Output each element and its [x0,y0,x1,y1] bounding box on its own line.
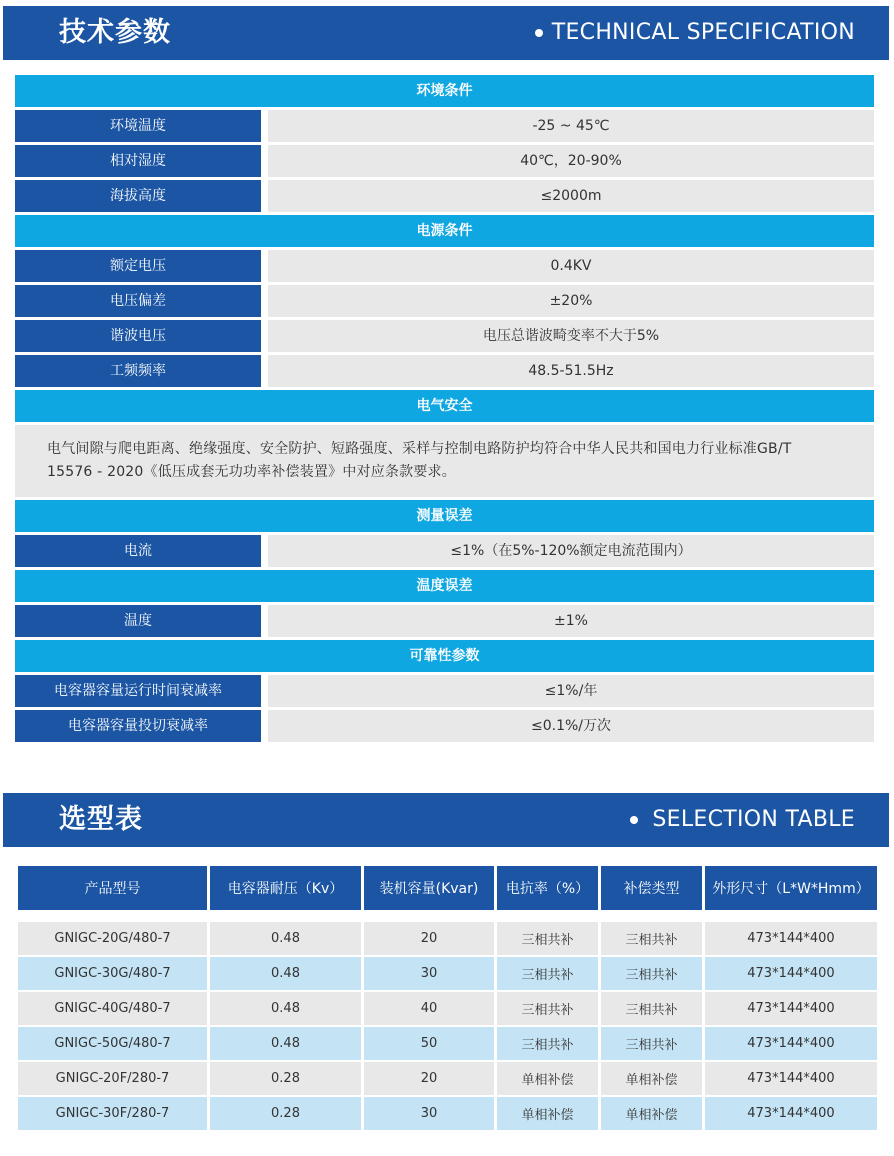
bullet-dot-icon [630,816,638,824]
spec-table [15,75,874,745]
spec-row [15,110,874,142]
spec-row [15,355,874,387]
table-cell: 473*144*400 [705,1027,877,1060]
table-cell: 0.48 [210,957,361,990]
spec-label: 谐波电压 [15,320,261,352]
table-cell: 单相补偿 [601,1062,702,1095]
table-cell: 三相共补 [601,957,702,990]
table-cell: 0.48 [210,992,361,1025]
spec-label: 电容器容量投切衰减率 [15,710,261,742]
table-cell: 473*144*400 [705,1097,877,1130]
column-header-dimensions: 外形尺寸（L*W*Hmm） [705,866,877,910]
spec-value: ≤0.1%/万次 [268,710,874,742]
section-header-temp: 温度误差 [15,570,874,602]
spec-row [15,675,874,707]
table-cell: 三相共补 [601,1027,702,1060]
section-header-reliability: 可靠性参数 [15,640,874,672]
banner-title-zh: 技术参数 [59,17,171,48]
spec-label: 电流 [15,535,261,567]
spec-value: 40℃，20-90% [268,145,874,177]
column-header-comp-type: 补偿类型 [601,866,702,910]
spec-label: 电容器容量运行时间衰减率 [15,675,261,707]
table-cell: 473*144*400 [705,1062,877,1095]
spec-value: 48.5-51.5Hz [268,355,874,387]
section-header-safety: 电气安全 [15,390,874,422]
table-cell: 0.48 [210,922,361,955]
table-cell: 三相共补 [601,992,702,1025]
table-cell: GNIGC-20F/280-7 [18,1062,207,1095]
table-cell: 20 [364,922,494,955]
safety-paragraph [15,425,874,497]
spec-row [15,250,874,282]
table-cell: GNIGC-30F/280-7 [18,1097,207,1130]
spec-value: ±20% [268,285,874,317]
spec-row [15,710,874,742]
spec-value: ±1% [268,605,874,637]
table-cell: 单相补偿 [601,1097,702,1130]
selection-table-banner [3,793,889,847]
technical-spec-banner [3,6,889,60]
spec-label: 海拔高度 [15,180,261,212]
spec-label: 额定电压 [15,250,261,282]
table-cell: 30 [364,957,494,990]
table-cell: 三相共补 [497,922,598,955]
table-cell: 30 [364,1097,494,1130]
table-cell: GNIGC-30G/480-7 [18,957,207,990]
table-cell: 473*144*400 [705,992,877,1025]
spec-row [15,145,874,177]
selection-table [15,864,880,1132]
banner-title-en: SELECTION TABLE [652,807,855,832]
table-cell: 三相共补 [497,957,598,990]
column-header-capacity: 装机容量(Kvar) [364,866,494,910]
table-cell: 473*144*400 [705,957,877,990]
column-header-voltage: 电容器耐压（Kv） [210,866,361,910]
spec-label: 工频频率 [15,355,261,387]
table-row [18,922,877,955]
spec-value: ≤1%（在5%-120%额定电流范围内） [268,535,874,567]
spec-value: -25 ~ 45℃ [268,110,874,142]
spec-value: 0.4KV [268,250,874,282]
banner-title-en: TECHNICAL SPECIFICATION [551,20,855,45]
column-header-reactance: 电抗率（%） [497,866,598,910]
spec-row [15,180,874,212]
table-cell: 三相共补 [497,992,598,1025]
table-cell: 20 [364,1062,494,1095]
section-header-env: 环境条件 [15,75,874,107]
table-cell: GNIGC-40G/480-7 [18,992,207,1025]
table-cell: 50 [364,1027,494,1060]
table-cell: GNIGC-20G/480-7 [18,922,207,955]
table-row [18,1062,877,1095]
table-row [18,957,877,990]
table-row [18,992,877,1025]
spec-label: 环境温度 [15,110,261,142]
table-cell: 473*144*400 [705,922,877,955]
section-header-measure: 测量误差 [15,500,874,532]
spec-value: 电压总谐波畸变率不大于5% [268,320,874,352]
table-cell: 40 [364,992,494,1025]
table-cell: 单相补偿 [497,1062,598,1095]
spec-row [15,535,874,567]
table-cell: 0.48 [210,1027,361,1060]
spec-label: 温度 [15,605,261,637]
spec-label: 电压偏差 [15,285,261,317]
table-cell: 0.28 [210,1062,361,1095]
table-cell: 三相共补 [497,1027,598,1060]
table-cell: 三相共补 [601,922,702,955]
spec-row [15,320,874,352]
bullet-dot-icon [535,29,543,37]
table-row [18,1027,877,1060]
table-cell: 0.28 [210,1097,361,1130]
spec-row [15,285,874,317]
table-cell: GNIGC-50G/480-7 [18,1027,207,1060]
safety-line-1: 电气间隙与爬电距离、绝缘强度、安全防护、短路强度、采样与控制电路防护均符合中华人民共和国电力行业标准GB/T [47,441,792,457]
table-cell: 单相补偿 [497,1097,598,1130]
table-row [18,1097,877,1130]
banner-title-zh: 选型表 [59,804,143,835]
column-header-model: 产品型号 [18,866,207,910]
spec-value: ≤2000m [268,180,874,212]
spec-row [15,605,874,637]
table-header-row [18,866,877,910]
spec-label: 相对湿度 [15,145,261,177]
section-header-power: 电源条件 [15,215,874,247]
safety-line-2: 15576 - 2020《低压成套无功功率补偿装置》中对应条款要求。 [47,464,456,480]
spec-value: ≤1%/年 [268,675,874,707]
